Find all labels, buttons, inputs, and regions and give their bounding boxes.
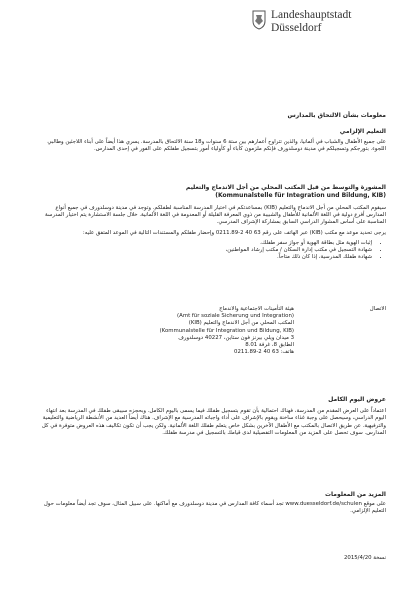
section4-text: على موقع www.duesseldorf.de/schulen تجد أسماء كافة المدارس في مدينة دوسلدورف مع أماكنها. على سبيل المثال، سوف تجد أيضاً معلومات حول التعليم الإلزامي.	[43, 501, 386, 515]
document-title	[34, 112, 386, 119]
section1-heading: التعليم الإلزامي	[339, 128, 386, 135]
page-title: معلومات بشأن الالتحاق بالمدارس	[287, 112, 386, 119]
contact-line: هاتف: 63 40 2-0211.89	[234, 349, 294, 356]
coat-of-arms-icon	[252, 10, 266, 30]
version-date: نسخة 2015/4/20	[343, 555, 386, 561]
logo-line-2: Düsseldorf	[271, 22, 322, 34]
section-full-day	[34, 396, 386, 437]
contact-line: 3 ميدان ويلي بيرنز فون ستاين، 40227 دوسلدورف	[178, 334, 294, 341]
section-compulsory-schooling	[34, 128, 386, 154]
documents-list	[34, 240, 386, 262]
contact-label: الاتصال	[369, 306, 386, 312]
contact-block	[34, 306, 386, 368]
contact-line: المكتب المحلي من أجل الاندماج والتعليم (KIB)	[188, 320, 294, 327]
section-more-info	[34, 491, 386, 516]
list-item: • إثبات الهوية مثل بطاقة الهوية أو جواز سفر طفلك،	[34, 240, 372, 247]
section3-text: اعتماداً على العرض المقدم من المدرسة، فهناك احتمالية بأن تقوم بتسجيل طفلك فيما يسمى باليوم الكامل. وبحجزه سيبقى طفلك في المدرسة بعد انتهاء اليوم الدراسي، وسيحصل على وجبة غذاء ساخنة ويقوم بالإشراف على أداء واجباته المدرسية مع الإشراف. هناك أيضاً العديد من الأنشطة الرياضية والتعليمية والترفيهية. عن طريق الاتصال بالمكتب مع الأطفال الآخرين بشكل خاص يتعلم طفلك اللغة الألمانية. ولكن يجب أن تكون تكاليف هذه العروض متوفرة في كل المدارس. سوف تحصل على المزيد من المعلومات التفصيلية لدى قيامك بالتسجيل في مدرسة طفلك.	[41, 408, 386, 436]
section2-text: سيقوم المكتب المحلي من أجل الاندماج والتعليم (KIB) بمساعدتكم في اختيار المدرسة المناسبة لطفلكم. وتوجد في مدينة دوسلدورف في جميع أنواع المدارس أفرع دولية في اللغة الألمانية للأطفال والشبيبة من ذوي المعرفة القليلة أو المعدومة في اللغة الألمانية. خلال جلسة الاستشارة يتم اختيار المدرسة المناسبة على أساس المشوار الدراسي السابق بمشاركة الإشراف المدرسي.	[45, 205, 386, 226]
section3-heading: عروض اليوم الكامل	[328, 396, 386, 403]
contact-line: هيئة التأمينات الاجتماعية والاندماج	[219, 306, 294, 312]
list-item: • شهادة التسجيل في مكتب إدارة السكان / مكتب إرشاد المواطنين،	[34, 247, 372, 254]
contact-line: الطابق 8، غرفة 8.01	[245, 342, 294, 349]
contact-line: (Kommunalstelle für Integration und Bildung, KIB)	[159, 327, 294, 334]
list-item: • شهادة طفلك المدرسية، إذا كان ذلك متاحاً.	[34, 254, 372, 261]
section2-appointment-text: يرجى تحديد موعد مع مكتب (KIB) عبر الهاتف على رقم 63 40 2-0211.89 وإحضار طفلكم والمستندات التالية في الموعد المتفق عليه:	[82, 229, 386, 236]
logo-line-1: Landeshauptstadt	[271, 9, 352, 21]
contact-line: (Amt für soziale Sicherung und Integration)	[177, 313, 294, 320]
section4-heading: المزيد من المعلومات	[324, 491, 386, 498]
section2-heading: المشورة والتوسط من قبل المكتب المحلي من أجل الاندماج والتعليم	[185, 184, 386, 191]
section2-heading-german: (Kommunalstelle für Integration und Bildung, KIB)	[215, 192, 386, 199]
city-logo	[252, 9, 392, 45]
section1-text: على جميع الأطفال والشباب في ألمانيا، والذين تتراوح أعمارهم بين ستة 6 سنوات و18 سنة الالتحاق بالمدرسة. يسري هذا أيضاً على أبناء اللاجئين وطالبي اللجوء. بتورجكم وتسجيلكم في مدينة دوسلدورف فإنكم ملزمون كأباء أو كأولياء أمور بتسجيل طفلكم على الفور في إحدى المدارس.	[47, 139, 386, 153]
contact-address	[144, 306, 294, 356]
section-kib-consultation	[34, 184, 386, 261]
